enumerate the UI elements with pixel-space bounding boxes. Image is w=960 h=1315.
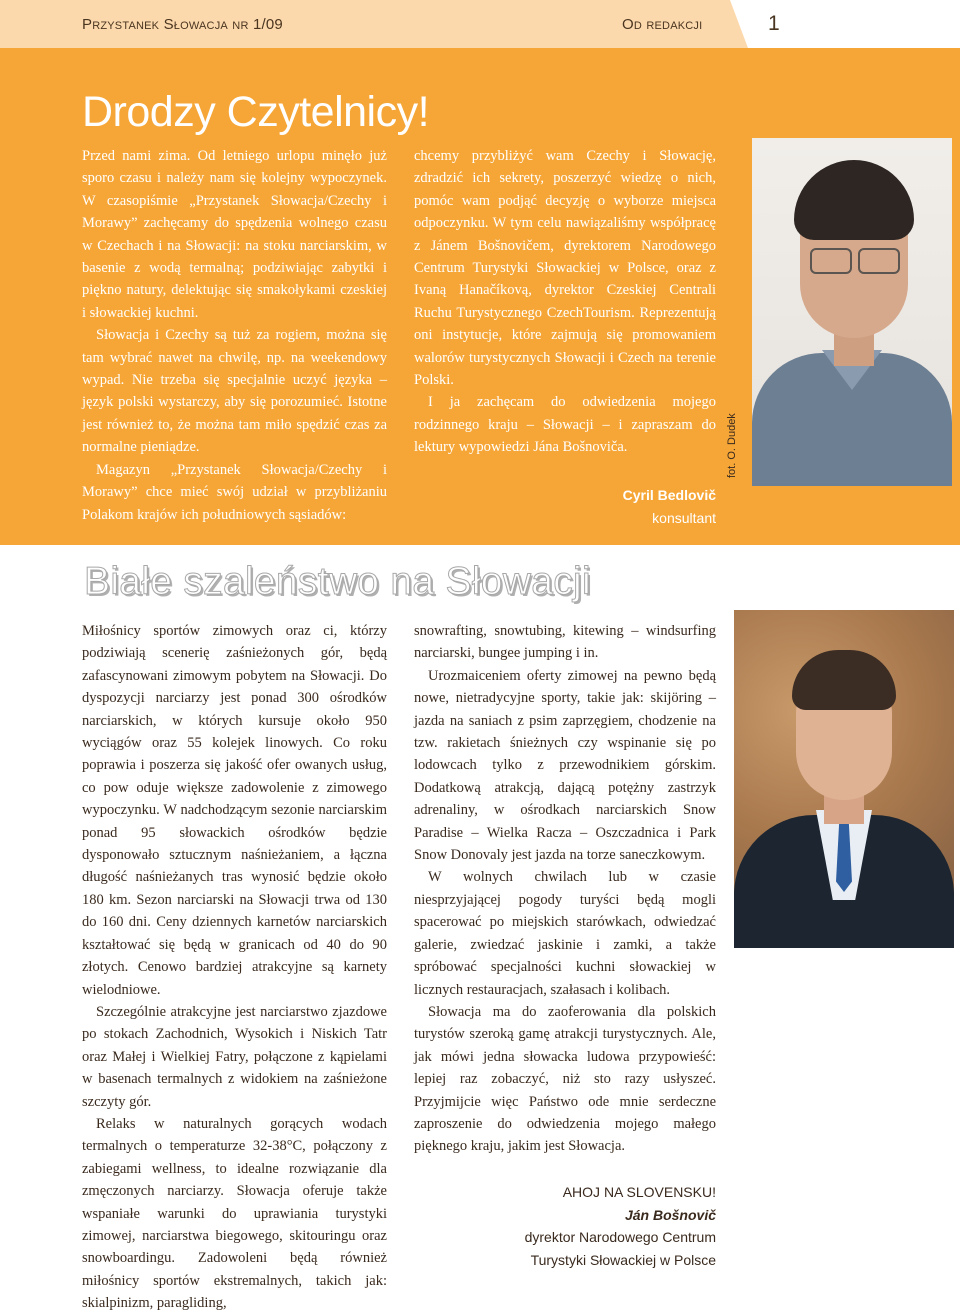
article-paragraph: Szczególnie atrakcyjne jest narciarstwo zjazdowe po stokach Zachodnich, Wysokich i Niskich Tatr oraz Małej i Wielkiej Fatry, połączone z kąpielami w basenach termalnych z widokiem na zaśnieżone szczyty gór.	[82, 1003, 387, 1110]
portrait-hair	[792, 650, 896, 710]
signature-role: dyrektor Narodowego Centrum	[524, 1229, 716, 1246]
signature-role: konsultant	[652, 510, 716, 526]
section-label: Od redakcji	[622, 16, 703, 33]
article-paragraph: Urozmaiceniem oferty zimowej na pewno będą nowe, nietradycyjne sporty, takie jak: skijöring – jazda na saniach z psim zaprzęgiem, chodzenie na tzw. rakietach śnieżnych czy wspinanie się po lodowcach tylko z przewodnikiem górskim. Dodatkową atrakcją, dającą potężny zastrzyk adrenaliny, w ośrodkach narciarskich Snow Paradise – Wielka Racza – Oszczadnica i Park Snow Donovaly jest jazda na torze saneczkowym.	[414, 667, 716, 864]
intro-right-column	[414, 145, 716, 459]
intro-signature	[560, 484, 716, 530]
director-portrait-photo	[734, 610, 954, 948]
portrait-hair	[794, 160, 914, 240]
intro-paragraph: I ja zachęcam do odwiedzenia mojego rodzinnego kraju – Słowacji – i zapraszam do lektury wypowiedzi Jána Bošnoviča.	[414, 394, 716, 456]
photo-credit: fot. O. Dudek	[726, 413, 738, 478]
article-paragraph: Miłośnicy sportów zimowych oraz ci, którzy podziwiają scenerię zaśnieżonych gór, będą zafascynowani zimowym pobytem na Słowacji. Do dyspozycji narciarzy jest ponad 300 ośrodków narciarskich, w których kursuje około 950 wyciągów oraz 55 kolejek linowych. Co roku poprawia i poszerza się jakość ofer owanych usług, co pow oduje większe zadowolenie z zimowego wypoczynku. W nadchodzącym sezonie narciarskim ponad 95 słowackich ośrodków będzie dysponowało sztucznym naśnieżaniem, a łączna długość naśnieżanych tras wynosić będzie około 180 km. Sezon narciarski na Słowacji trwa od 130 do 160 dni. Ceny dziennych karnetów narciarskich kształtować się będą w granicach od 40 do 90 złotych. Cenowo bardziej atrakcyjne są karnety wielodniowe.	[82, 623, 387, 998]
signature-name: Cyril Bedlovič	[622, 487, 716, 503]
intro-left-column	[82, 145, 387, 526]
article-right-column	[414, 620, 716, 1158]
glasses-left-lens	[810, 248, 852, 274]
consultant-portrait-photo	[752, 138, 952, 486]
signature-name: Ján Bošnovič	[624, 1206, 716, 1223]
article-paragraph: Relaks w naturalnych gorących wodach termalnych o temperaturze 32-38°C, połączony z zabiegami wellness, to idealne rozwiązanie dla zmęczonych narciarzy. Słowacja oferuje także wspaniałe warunki do uprawiania turystyki zimowej, narciarstwa biegowego, skitouringu oraz snowboardingu. Zadowoleni będą również miłośnicy sportów ekstremalnych, takich jak: skialpinizm, paragliding,	[82, 1115, 387, 1312]
article-title: Białe szaleństwo na Słowacji	[84, 560, 591, 603]
intro-paragraph: chcemy przybliżyć wam Czechy i Słowację, zdradzić ich sekrety, poszerzyć wiedzę o nich, pomóc wam podjąć decyzję o wyborze miejsca odpoczynku. W tym celu nawiązaliśmy współpracę z Jánem Bošnovičem, dyrektorem Narodowego Centrum Turystyki Słowackiej w Polsce, oraz z Ivaną Hanačíkovą, dyrektor Czeskiej Centrali Ruchu Turystycznego CzechTourism. Reprezentują oni instytucje, które zajmują się promowaniem walorów turystycznych Słowacji i Czech na terenie Polski.	[414, 148, 716, 389]
article-signature	[470, 1181, 716, 1271]
signature-role: Turystyki Słowackiej w Polsce	[530, 1251, 716, 1268]
intro-paragraph: Przed nami zima. Od letniego urlopu minęło już sporo czasu i należy nam się kolejny wypoczynek. W czasopiśmie „Przystanek Słowacja/Czechy i Morawy” zachęcamy do spędzenia wolnego czasu w Czechach i na Słowacji: na stoku narciarskim, w basenie z wodą termalną; podziwiając zabytki i piękno natury, delektując się smakołykami czeskiej i słowackiej kuchni.	[82, 148, 387, 321]
article-paragraph: snowrafting, snowtubing, kitewing – windsurfing narciarski, bungee jumping i in.	[414, 623, 716, 662]
header-notch	[730, 0, 960, 48]
page-number: 1	[768, 12, 780, 35]
magazine-title: Przystanek Słowacja nr 1/09	[82, 16, 283, 33]
signature-greeting: AHOJ NA SLOVENSKU!	[562, 1184, 716, 1200]
article-paragraph: Słowacja ma do zaoferowania dla polskich turystów szeroką gamę atrakcji turystycznych. Ale, jak mówi jedna słowacka ludowa przypowieść: lepiej raz zobaczyć, niż sto razy usłyszeć. Przyjmijcie więc Państwo ode mnie serdeczne zaproszenie do odwiedzenia mojego małego pięknego kraju, jakim jest Słowacja.	[414, 1003, 716, 1155]
intro-title: Drodzy Czytelnicy!	[82, 88, 430, 136]
intro-paragraph: Magazyn „Przystanek Słowacja/Czechy i Morawy” chce mieć swój udział w przybliżaniu Polakom krajów ich południowych sąsiadów:	[82, 461, 387, 523]
intro-paragraph: Słowacja i Czechy są tuż za rogiem, można się tam wybrać nawet na chwilę, np. na weekendowy wypad. Nie trzeba się specjalnie uczyć języka – język polski wystarczy, aby się porozumieć. Istotne jest również to, że można tam miło spędzić czas za normalne pieniądze.	[82, 327, 387, 456]
article-left-column	[82, 620, 387, 1315]
glasses-right-lens	[858, 248, 900, 274]
article-paragraph: W wolnych chwilach lub w czasie niesprzyjającej pogody turyści będą mogli spacerować po miejskich starówkach, odwiedzać galerie, zwiedzać jaskinie i zamki, a także spróbować specjalności kuchni słowackiej w licznych restauracjach, szałasach i kolibach.	[414, 869, 716, 998]
